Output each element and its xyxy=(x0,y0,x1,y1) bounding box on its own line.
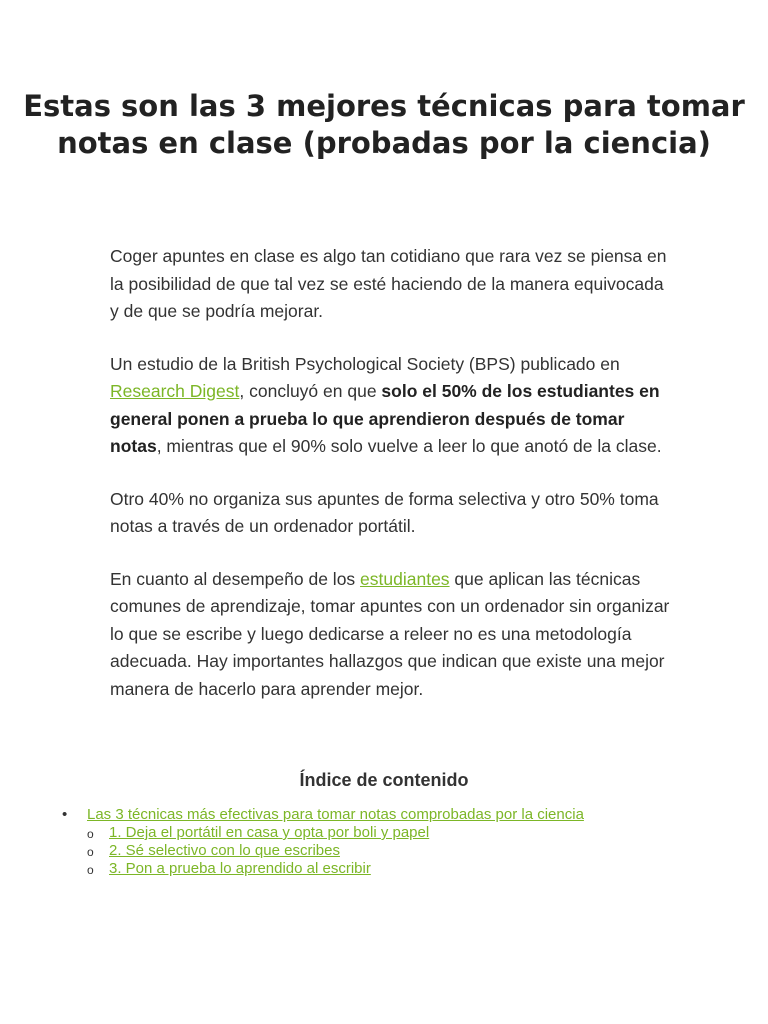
toc-title: Índice de contenido xyxy=(299,770,469,790)
toc-link-2[interactable]: 2. Sé selectivo con lo que escribes xyxy=(109,842,340,859)
research-digest-link[interactable]: Research Digest xyxy=(110,381,240,401)
paragraph-study-text: Un estudio de la British Psychological Society (BPS) publicado en xyxy=(110,353,620,374)
page-title: Estas son las 3 mejores técnicas para tomar notas en clase (probadas por la ciencia) xyxy=(23,89,745,160)
paragraph-stats: Otro 40% no organiza sus apuntes de forma selectiva y otro 50% toma notas a través de un ordenador portátil. xyxy=(110,488,659,536)
toc-sublist xyxy=(87,824,622,878)
paragraph-performance-text-end: que aplican las técnicas comunes de aprendizaje, tomar apuntes con un ordenador sin organizar lo que se escribe y luego dedicarse a releer no es una metodología adecuada. Hay importantes hallazgos que indican que existe una mejor manera de hacerlo para aprender mejor. xyxy=(110,568,670,699)
toc-link-main[interactable]: Las 3 técnicas más efectivas para tomar notas comprobadas por la ciencia xyxy=(87,806,584,823)
paragraph-intro: Coger apuntes en clase es algo tan cotidiano que rara vez se piensa en la posibilidad de que tal vez se esté haciendo de la manera equivocada y de que se podría mejorar. xyxy=(110,246,667,321)
paragraph-study-text-mid: , concluyó en que xyxy=(239,381,382,401)
toc-item-main xyxy=(62,806,622,878)
paragraph-study-highlight: solo el 50% de los estudiantes en general ponen a prueba lo que aprendieron después de tomar notas xyxy=(110,381,660,456)
paragraph-study xyxy=(110,351,670,461)
toc-list xyxy=(62,806,622,878)
toc-link-1[interactable]: 1. Deja el portátil en casa y opta por boli y papel xyxy=(109,824,430,841)
paragraph-performance xyxy=(110,566,670,704)
toc-subitem xyxy=(87,824,622,842)
toc-subitem xyxy=(87,860,622,878)
toc-link-3[interactable]: 3. Pon a prueba lo aprendido al escribir xyxy=(109,860,371,877)
article-body xyxy=(110,243,670,728)
toc-subitem xyxy=(87,842,622,860)
paragraph-study-text-end: , mientras que el 90% solo vuelve a leer lo que anotó de la clase. xyxy=(156,436,662,456)
paragraph-performance-text: En cuanto al desempeño de los xyxy=(110,568,361,589)
table-of-contents xyxy=(62,806,622,878)
estudiantes-link[interactable]: estudiantes xyxy=(360,568,450,589)
